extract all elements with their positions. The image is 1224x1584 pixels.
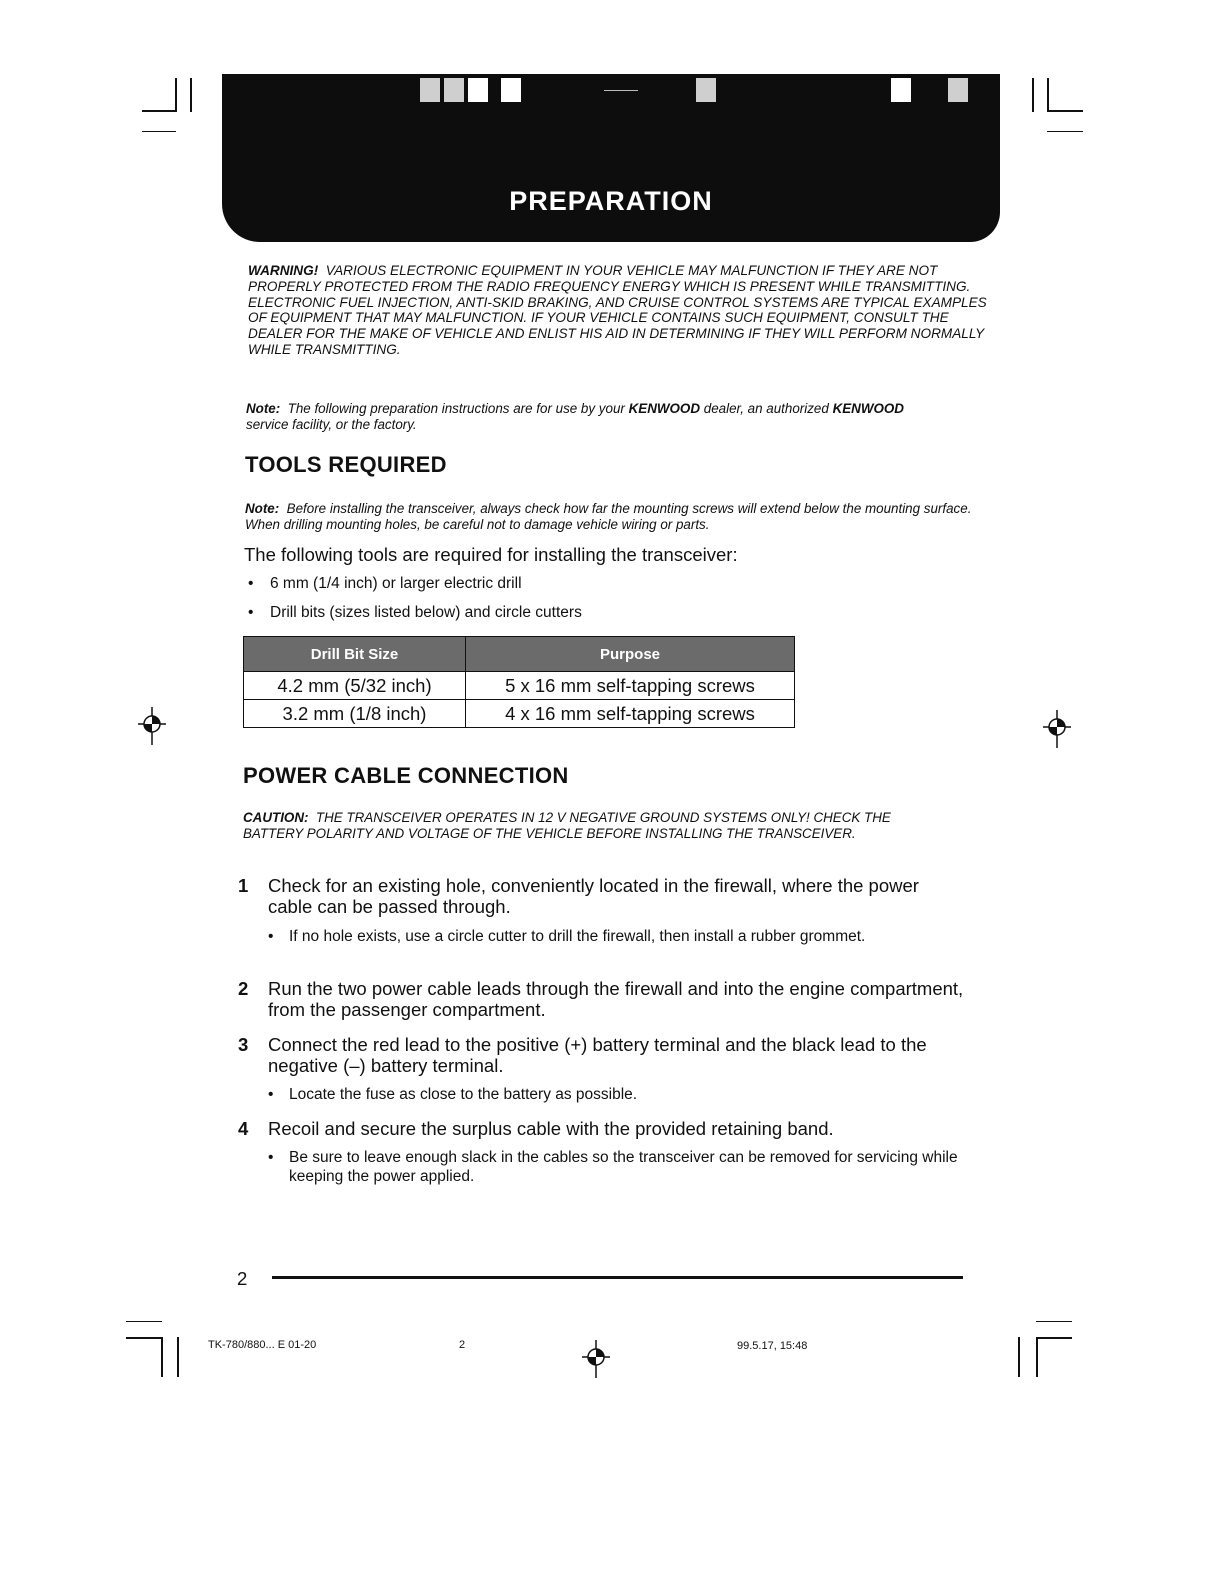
step-note-text: Locate the fuse as close to the battery as possible. [289,1086,638,1103]
step-note [268,927,968,946]
color-bar-block [420,78,440,102]
brand-name: KENWOOD [628,401,701,416]
bullet-icon: • [268,1086,274,1103]
registration-mark-right [1043,710,1071,748]
page-title: PREPARATION [509,186,713,216]
step-note [268,1085,968,1104]
table-header-row [244,637,795,672]
note-text: Before installing the transceiver, always check how far the mounting screws will extend below the mounting surface. When drilling mounting holes, be careful not to damage vehicle wiring or parts. [245,501,972,532]
color-bar-block [948,78,968,102]
note-mounting [245,501,975,533]
registration-mark-left [138,707,166,745]
table-row [244,700,795,728]
step-note-text: If no hole exists, use a circle cutter to drill the firewall, then install a rubber grommet. [289,928,866,945]
note-text: dealer, an authorized [703,401,829,416]
warning-text: VARIOUS ELECTRONIC EQUIPMENT IN YOUR VEHICLE MAY MALFUNCTION IF THEY ARE NOT PROPERLY PROTECTED FROM THE RADIO FREQUENCY ENERGY WHICH IS PRESENT WHILE TRANSMITTING. ELECTRONIC FUEL INJECTION, ANTI-SKID BRAKING, AND CRUISE CONTROL SYSTEMS ARE TYPICAL EXAMPLES OF EQUIPMENT THAT MAY MALFUNCTION. IF YOUR VEHICLE CONTAINS SUCH EQUIPMENT, CONSULT THE DEALER FOR THE MAKE OF VEHICLE AND ENLIST HIS AID IN DETERMINING IF THEY WILL PERFORM NORMALLY WHILE TRANSMITTING. [248,263,987,357]
caution-label: CAUTION: [243,810,309,825]
caution-text: THE TRANSCEIVER OPERATES IN 12 V NEGATIVE GROUND SYSTEMS ONLY! CHECK THE BATTERY POLARITY AND VOLTAGE OF THE VEHICLE BEFORE INSTALLING THE TRANSCEIVER. [243,810,891,841]
caution-block [243,810,953,842]
warning-label: WARNING! [248,263,319,278]
step-number: 3 [238,1034,249,1055]
color-bar-block [468,78,488,102]
step-note [268,1148,968,1186]
step-text: Recoil and secure the surplus cable with the provided retaining band. [268,1118,834,1139]
table-row [244,672,795,700]
section-heading-power: POWER CABLE CONNECTION [243,763,569,788]
step-text: Run the two power cable leads through the firewall and into the engine compartment, from the passenger compartment. [268,978,964,1020]
note-label: Note: [246,401,281,416]
print-timestamp: 99.5.17, 15:48 [737,1340,808,1352]
color-bar-block [501,78,521,102]
list-item-text: Drill bits (sizes listed below) and circle cutters [270,604,582,621]
step-note-text: Be sure to leave enough slack in the cables so the transceiver can be removed for servicing while keeping the power applied. [289,1149,958,1185]
column-header: Purpose [466,637,795,672]
list-item-text: 6 mm (1/4 inch) or larger electric drill [270,575,522,592]
table-cell: 3.2 mm (1/8 inch) [244,700,466,728]
footer-rule [272,1276,963,1279]
color-bar-block [891,78,911,102]
bullet-icon: • [248,604,254,621]
header-banner [222,74,1000,242]
bullet-icon: • [268,1149,274,1166]
step-number: 2 [238,978,249,999]
drill-bit-table [243,636,795,728]
color-bar-block [444,78,464,102]
note-text: service facility, or the factory. [246,417,417,432]
step-number: 1 [238,875,249,896]
sheet-number: 2 [459,1339,466,1351]
registration-mark-bottom [582,1340,610,1378]
color-bar-block [696,78,716,102]
note-label: Note: [245,501,280,516]
column-header: Drill Bit Size [244,637,466,672]
step-text: Connect the red lead to the positive (+) battery terminal and the black lead to the negative (–) battery terminal. [268,1034,927,1076]
tools-intro: The following tools are required for installing the transceiver: [244,544,738,565]
bullet-icon: • [248,575,254,592]
bullet-icon: • [268,928,274,945]
table-cell: 4.2 mm (5/32 inch) [244,672,466,700]
brand-name: KENWOOD [832,401,904,416]
section-heading-tools: TOOLS REQUIRED [245,452,447,477]
step-text: Check for an existing hole, conveniently located in the firewall, where the power cable can be passed through. [268,875,919,917]
page-number: 2 [237,1268,248,1289]
file-reference: TK-780/880... E 01-20 [208,1339,317,1351]
step-number: 4 [238,1118,249,1139]
note-dealer [246,401,946,433]
warning-block [248,263,988,358]
note-text: The following preparation instructions are for use by your [287,401,625,416]
table-cell: 4 x 16 mm self-tapping screws [466,700,795,728]
table-cell: 5 x 16 mm self-tapping screws [466,672,795,700]
